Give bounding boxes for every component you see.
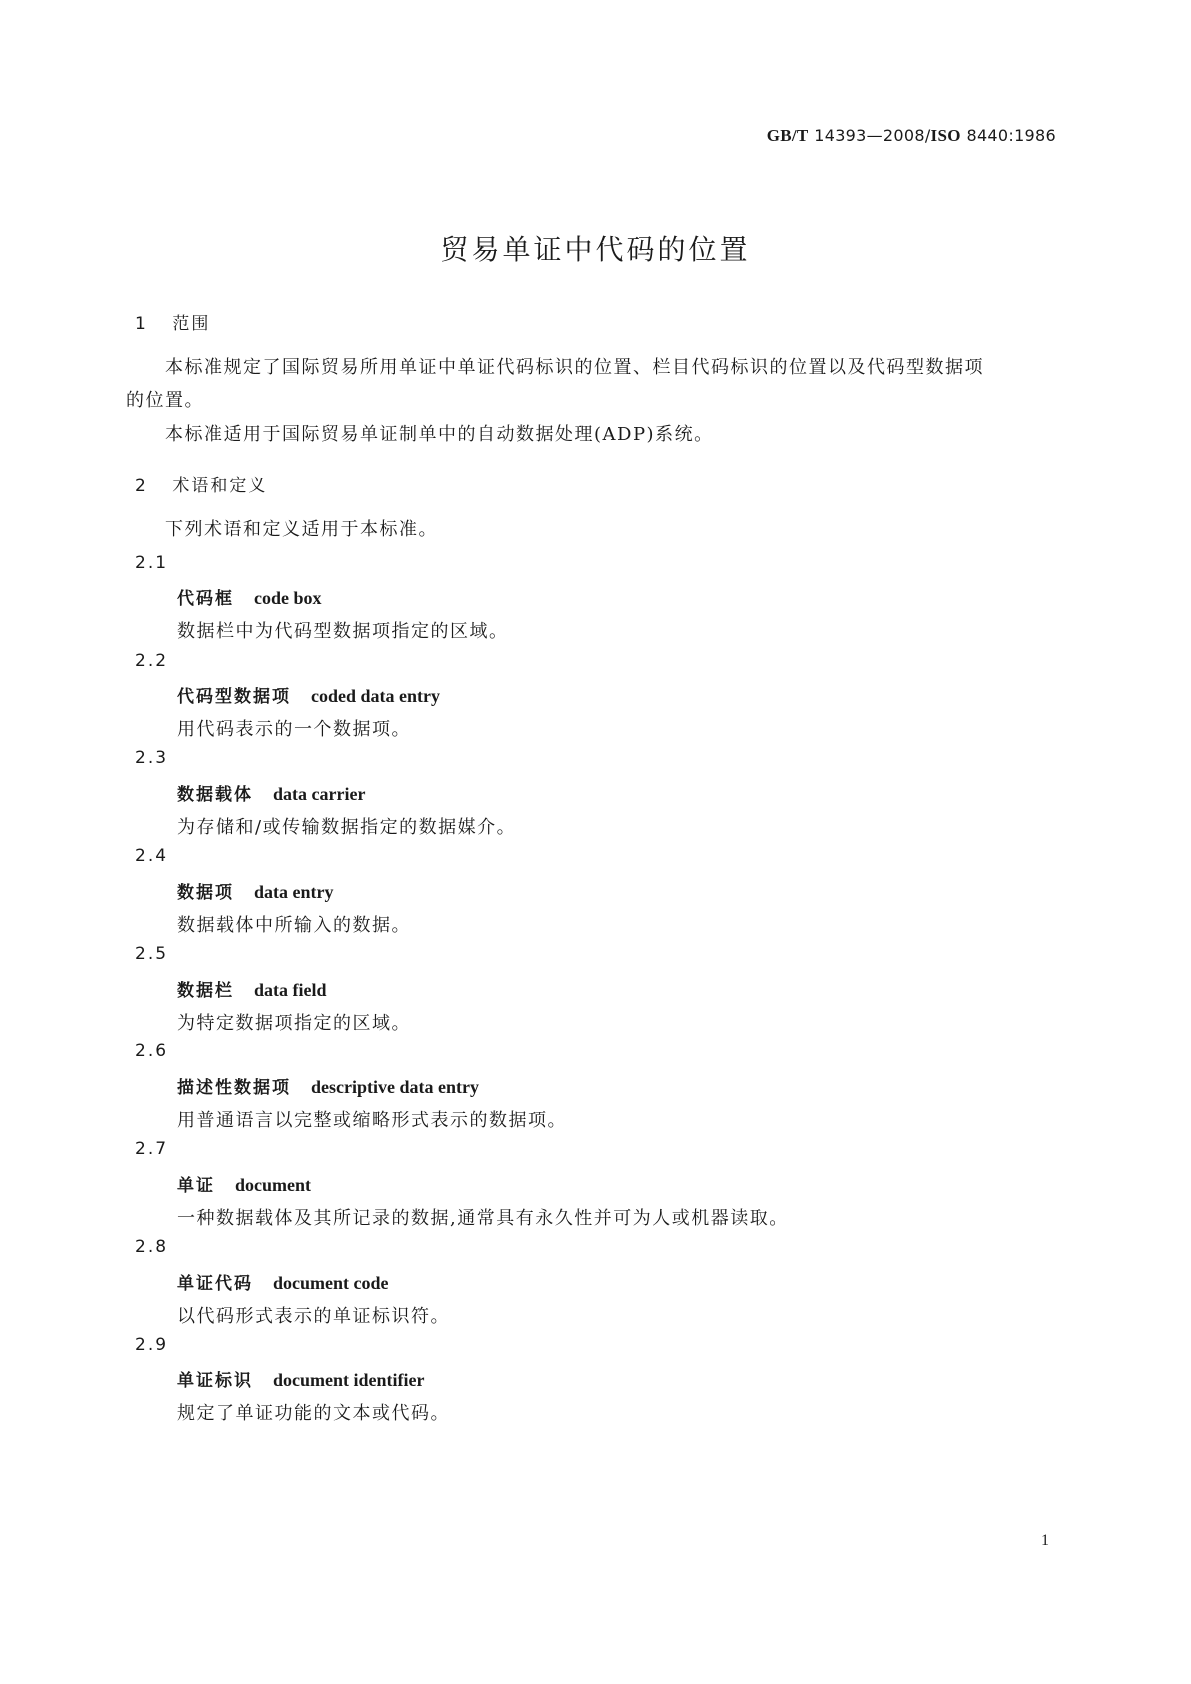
page-number: 1 (1041, 1532, 1049, 1549)
section-number: 1 (135, 314, 146, 334)
section-title: 术语和定义 (172, 476, 268, 496)
term-zh: 代码框 (177, 589, 234, 609)
term-entry (177, 878, 334, 903)
document-title: 贸易单证中代码的位置 (440, 233, 751, 266)
term-en: code box (254, 588, 322, 608)
term-definition: 为特定数据项指定的区域。 (177, 1013, 411, 1034)
term-entry (177, 682, 440, 707)
term-en: data entry (254, 882, 334, 902)
term-en: coded data entry (311, 686, 440, 706)
std-prefix: GB/T (766, 126, 809, 145)
iso-prefix: ISO (930, 126, 961, 145)
term-entry (177, 1269, 389, 1294)
section-2-heading (135, 471, 267, 496)
term-entry (177, 1171, 311, 1196)
term-zh: 数据项 (177, 883, 234, 903)
term-en: document identifier (273, 1370, 425, 1390)
term-number: 2.3 (135, 748, 169, 768)
term-number: 2.7 (135, 1139, 169, 1159)
iso-number: 8440:1986 (966, 126, 1056, 145)
term-zh: 数据栏 (177, 981, 234, 1001)
term-definition: 为存储和/或传输数据指定的数据媒介。 (177, 817, 517, 838)
term-zh: 单证 (177, 1176, 215, 1196)
term-definition: 数据栏中为代码型数据项指定的区域。 (177, 621, 509, 642)
term-en: data field (254, 980, 327, 1000)
term-en: document code (273, 1273, 389, 1293)
section-title: 范围 (172, 314, 211, 334)
section-1-heading (135, 309, 210, 334)
section-number: 2 (135, 476, 146, 496)
term-number: 2.6 (135, 1041, 169, 1061)
term-entry (177, 1366, 424, 1391)
term-definition: 规定了单证功能的文本或代码。 (177, 1403, 450, 1424)
term-en: descriptive data entry (311, 1077, 479, 1097)
term-number: 2.5 (135, 944, 169, 964)
term-entry (177, 1073, 479, 1098)
term-definition: 一种数据载体及其所记录的数据,通常具有永久性并可为人或机器读取。 (177, 1208, 789, 1229)
term-zh: 数据载体 (177, 785, 253, 805)
scope-paragraph-line-1: 本标准规定了国际贸易所用单证中单证代码标识的位置、栏目代码标识的位置以及代码型数据项 (165, 357, 984, 378)
term-definition: 以代码形式表示的单证标识符。 (177, 1306, 450, 1327)
term-entry (177, 584, 322, 609)
term-number: 2.8 (135, 1237, 169, 1257)
term-zh: 描述性数据项 (177, 1078, 291, 1098)
standard-code-header (767, 126, 1056, 146)
term-en: data carrier (273, 784, 366, 804)
term-zh: 单证代码 (177, 1274, 253, 1294)
terms-intro: 下列术语和定义适用于本标准。 (165, 519, 438, 540)
term-zh: 单证标识 (177, 1371, 253, 1391)
term-number: 2.9 (135, 1335, 169, 1355)
term-entry (177, 976, 327, 1001)
term-definition: 数据载体中所输入的数据。 (177, 915, 411, 936)
term-entry (177, 780, 365, 805)
scope-paragraph-line-2: 的位置。 (126, 390, 204, 411)
term-number: 2.2 (135, 651, 169, 671)
scope-paragraph-2: 本标准适用于国际贸易单证制单中的自动数据处理(ADP)系统。 (165, 424, 714, 445)
std-number: 14393—2008/ (814, 126, 931, 145)
term-definition: 用代码表示的一个数据项。 (177, 719, 411, 740)
term-en: document (235, 1175, 311, 1195)
term-zh: 代码型数据项 (177, 687, 291, 707)
term-number: 2.1 (135, 553, 169, 573)
term-definition: 用普通语言以完整或缩略形式表示的数据项。 (177, 1110, 567, 1131)
term-number: 2.4 (135, 846, 169, 866)
